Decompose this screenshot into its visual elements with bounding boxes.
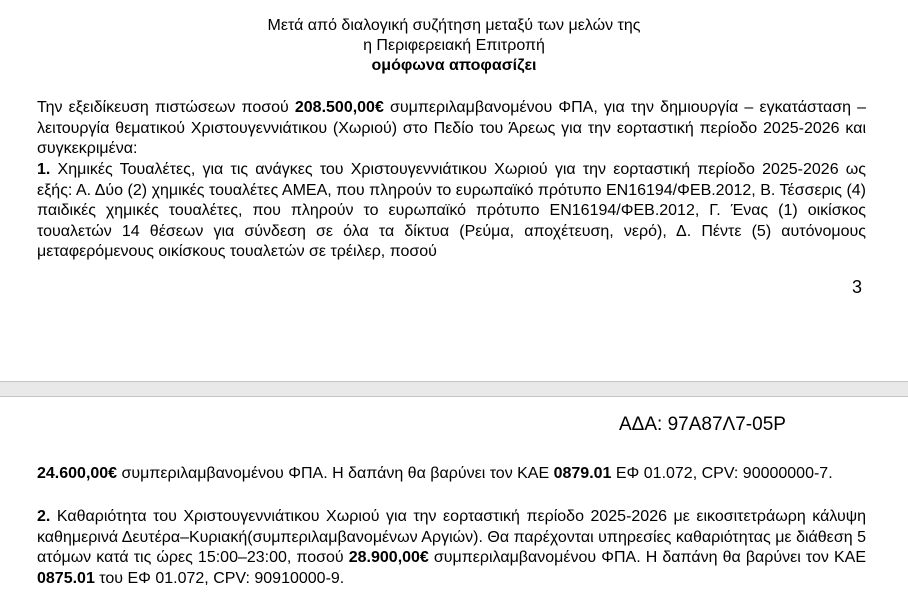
page-number: 3 — [852, 277, 863, 297]
decision-intro — [0, 16, 908, 76]
item-1-amount: 24.600,00€ — [37, 465, 118, 482]
item-2-number: 2. — [37, 508, 51, 525]
item-1-chemical-toilets — [37, 160, 866, 263]
decision-heading: ομόφωνα αποφασίζει — [371, 57, 537, 74]
item-1-number: 1. — [37, 161, 51, 178]
item-2-kae-code: 0875.01 — [37, 569, 95, 587]
item-2-text: Καθαριότητα του Χριστουγεννιάτικου Χωριού για την εορταστική περίοδο 2025-2026 με εικοσιτετράωρη κάλυψη καθημερινά Δευτέρα–Κυριακή(συμπεριλαμβανομένων Αργιών). Θα παρέχονται υπηρεσίες καθαριότητας με διάθεση 5 ατόμων κατά τις ώρες 15:00–23:00, ποσού — [37, 508, 866, 566]
item-2-mid-text: συμπεριλαμβανομένου ΦΠΑ. Η δαπάνη θα βαρύνει τον ΚΑΕ — [428, 549, 866, 566]
page-separator — [0, 381, 908, 397]
para1-text-pre: Την εξειδίκευση πιστώσεων ποσού — [37, 99, 295, 116]
item-2-amount: 28.900,00€ — [348, 549, 429, 566]
para1-text-post: συμπεριλαμβανομένου ΦΠΑ, για την δημιουργία – εγκατάσταση – λειτουργία θεματικού Χριστουγεννιάτικου (Χωριού) στο Πεδίο του Άρεως για την εορταστική περίοδο 2025-2026 και συγκεκριμένα: — [37, 99, 866, 157]
item-1-kae-code: 0879.01 — [553, 465, 612, 482]
item-2-cpv-text: του ΕΦ 01.072, CPV: 90910000-9. — [94, 569, 345, 587]
item-2-cleaning-services — [37, 507, 866, 589]
budget-allocation-paragraph — [37, 98, 866, 160]
total-amount: 208.500,00€ — [294, 99, 384, 116]
intro-line-1: Μετά από διαλογική συζήτηση μεταξύ των μελών της — [267, 17, 641, 34]
intro-line-2: η Περιφερειακή Επιτροπή — [363, 37, 545, 54]
item-1-cpv-text: ΕΦ 01.072, CPV: 90000000-7. — [611, 465, 833, 482]
item-1-text: Χημικές Τουαλέτες, για τις ανάγκες του Χριστουγεννιάτικου Χωριού για την εορταστική περίοδο 2025-2026 ως εξής: Α. Δύο (2) χημικές τουαλέτες ΑΜΕΑ, που πληρούν το ευρωπαϊκό πρότυπο ΕΝ16194/ΦΕΒ.2012, Β. Τέσσερις (4) παιδικές χημικές τουαλέτες, που πληρούν το ευρωπαϊκό πρότυπο ΕΝ16194/ΦΕΒ.2012, Γ. Ένας (1) οικίσκος τουαλετών 14 θέσεων για σύνδεση σε όλα τα δίκτυα (Ρεύμα, αποχέτευση, νερό), Δ. Πέντε (5) αυτόνομους μεταφερόμενους οικίσκους τουαλετών σε τρέιλερ, ποσού — [37, 161, 866, 260]
item-1-cont-text: συμπεριλαμβανομένου ΦΠΑ. Η δαπάνη θα βαρύνει τον ΚΑΕ — [117, 465, 554, 482]
item-1-continuation — [37, 464, 866, 485]
ada-code: ΑΔΑ: 97Α87Λ7-05Ρ — [619, 414, 786, 435]
